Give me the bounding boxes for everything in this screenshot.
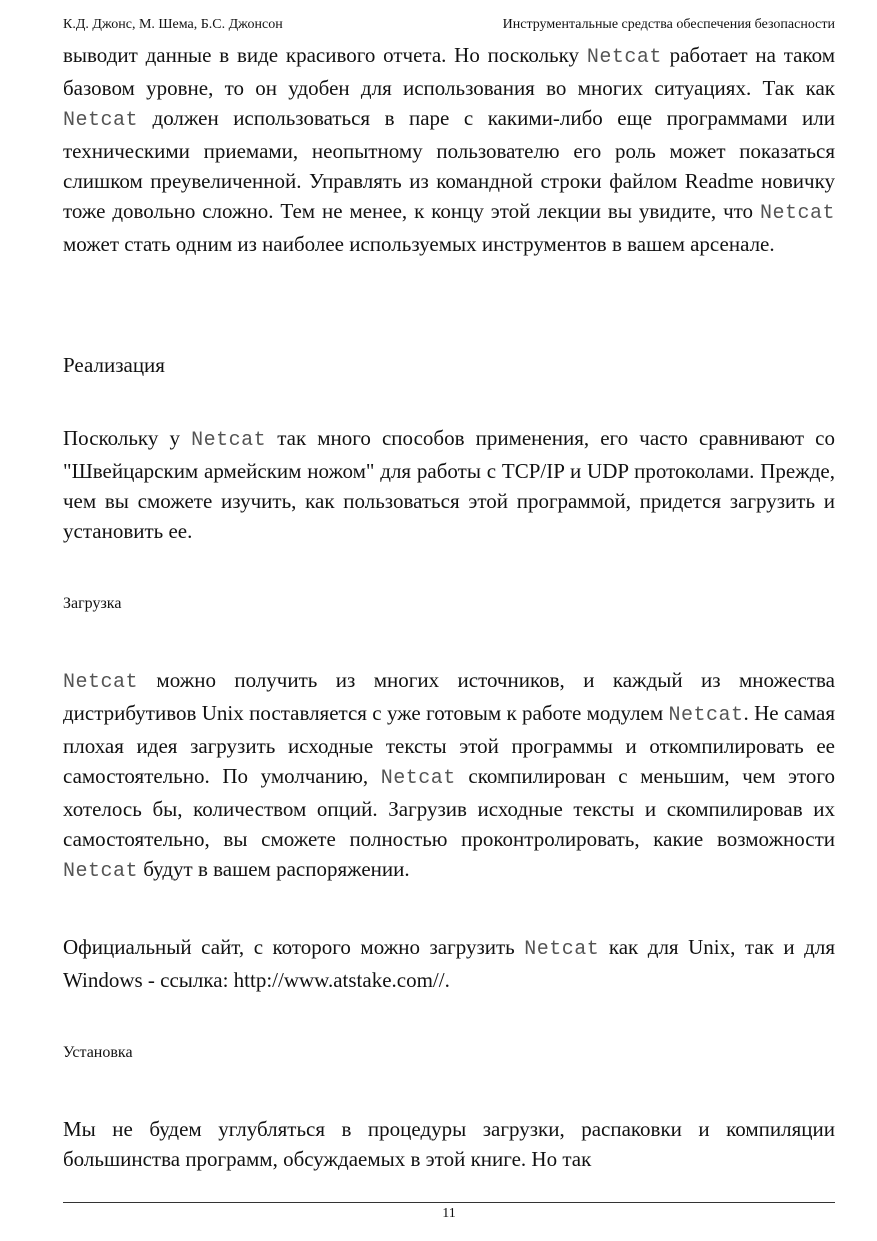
text-run: так много способов применения, его часто сравнивают со "Швейцарским армейским ножом" для работы с TCP/IP и UDP протоколами. Прежде, чем вы сможете изучить, как пользоваться этой программой, придется загрузить и установить ее. bbox=[63, 426, 835, 543]
text-run: выводит данные в виде красивого отчета. Но поскольку bbox=[63, 43, 587, 67]
heading-install: Установка bbox=[63, 1044, 133, 1061]
heading-download: Загрузка bbox=[63, 595, 122, 612]
text-run: может стать одним из наиболее используемых инструментов в вашем арсенале. bbox=[63, 232, 775, 256]
code-netcat: Netcat bbox=[63, 109, 139, 132]
running-header bbox=[63, 17, 835, 35]
document-page bbox=[63, 0, 835, 1241]
header-book-title: Инструментальные средства обеспечения безопасности bbox=[502, 17, 835, 32]
page-number: 11 bbox=[442, 1206, 456, 1221]
footer-divider bbox=[63, 1202, 835, 1203]
heading-realization: Реализация bbox=[63, 353, 165, 377]
code-netcat: Netcat bbox=[63, 671, 139, 694]
paragraph-intro-continued bbox=[63, 40, 835, 259]
paragraph-install bbox=[63, 1114, 835, 1174]
text-run: можно получить из многих источников, и каждый из множества дистрибутивов Unix поставляется с уже готовым к работе модулем bbox=[63, 668, 835, 725]
text-run: Мы не будем углубляться в процедуры загрузки, распаковки и компиляции большинства программ, обсуждаемых в этой книге. Но так bbox=[63, 1117, 835, 1171]
code-netcat: Netcat bbox=[668, 704, 744, 727]
text-run: будут в вашем распоряжении. bbox=[138, 857, 410, 881]
text-run: работает на таком базовом уровне, то он удобен для использования во многих ситуациях. Так как bbox=[63, 43, 835, 100]
text-run: скомпилирован с меньшим, чем этого хотелось бы, количеством опций. Загрузив исходные тексты и скомпилировав их самостоятельно, вы сможете полностью проконтролировать, какие возможности bbox=[63, 764, 835, 851]
code-netcat: Netcat bbox=[759, 202, 835, 225]
code-netcat: Netcat bbox=[586, 46, 662, 69]
code-netcat: Netcat bbox=[191, 429, 267, 452]
text-run: Официальный сайт, с которого можно загрузить bbox=[63, 935, 525, 959]
code-netcat: Netcat bbox=[524, 938, 600, 961]
text-run: . Не самая плохая идея загрузить исходные тексты этой программы и откомпилировать ее самостоятельно. По умолчанию, bbox=[63, 701, 835, 788]
text-run: Поскольку у bbox=[63, 426, 192, 450]
text-run: как для Unix, так и для Windows - ссылка: http://www.atstake.com//. bbox=[63, 935, 836, 992]
code-netcat: Netcat bbox=[63, 860, 139, 883]
code-netcat: Netcat bbox=[380, 767, 456, 790]
paragraph-realization bbox=[63, 423, 835, 546]
header-authors: К.Д. Джонс, М. Шема, Б.С. Джонсон bbox=[63, 17, 283, 32]
text-run: должен использоваться в паре с какими-либо еще программами или техническими приемами, неопытному пользователю его роль может показаться слишком преувеличенной. Управлять из командной строки файлом Readme новичку тоже довольно сложно. Тем не менее, к концу этой лекции вы увидите, что bbox=[63, 106, 835, 223]
paragraph-official-site bbox=[63, 932, 835, 995]
paragraph-download bbox=[63, 665, 835, 887]
